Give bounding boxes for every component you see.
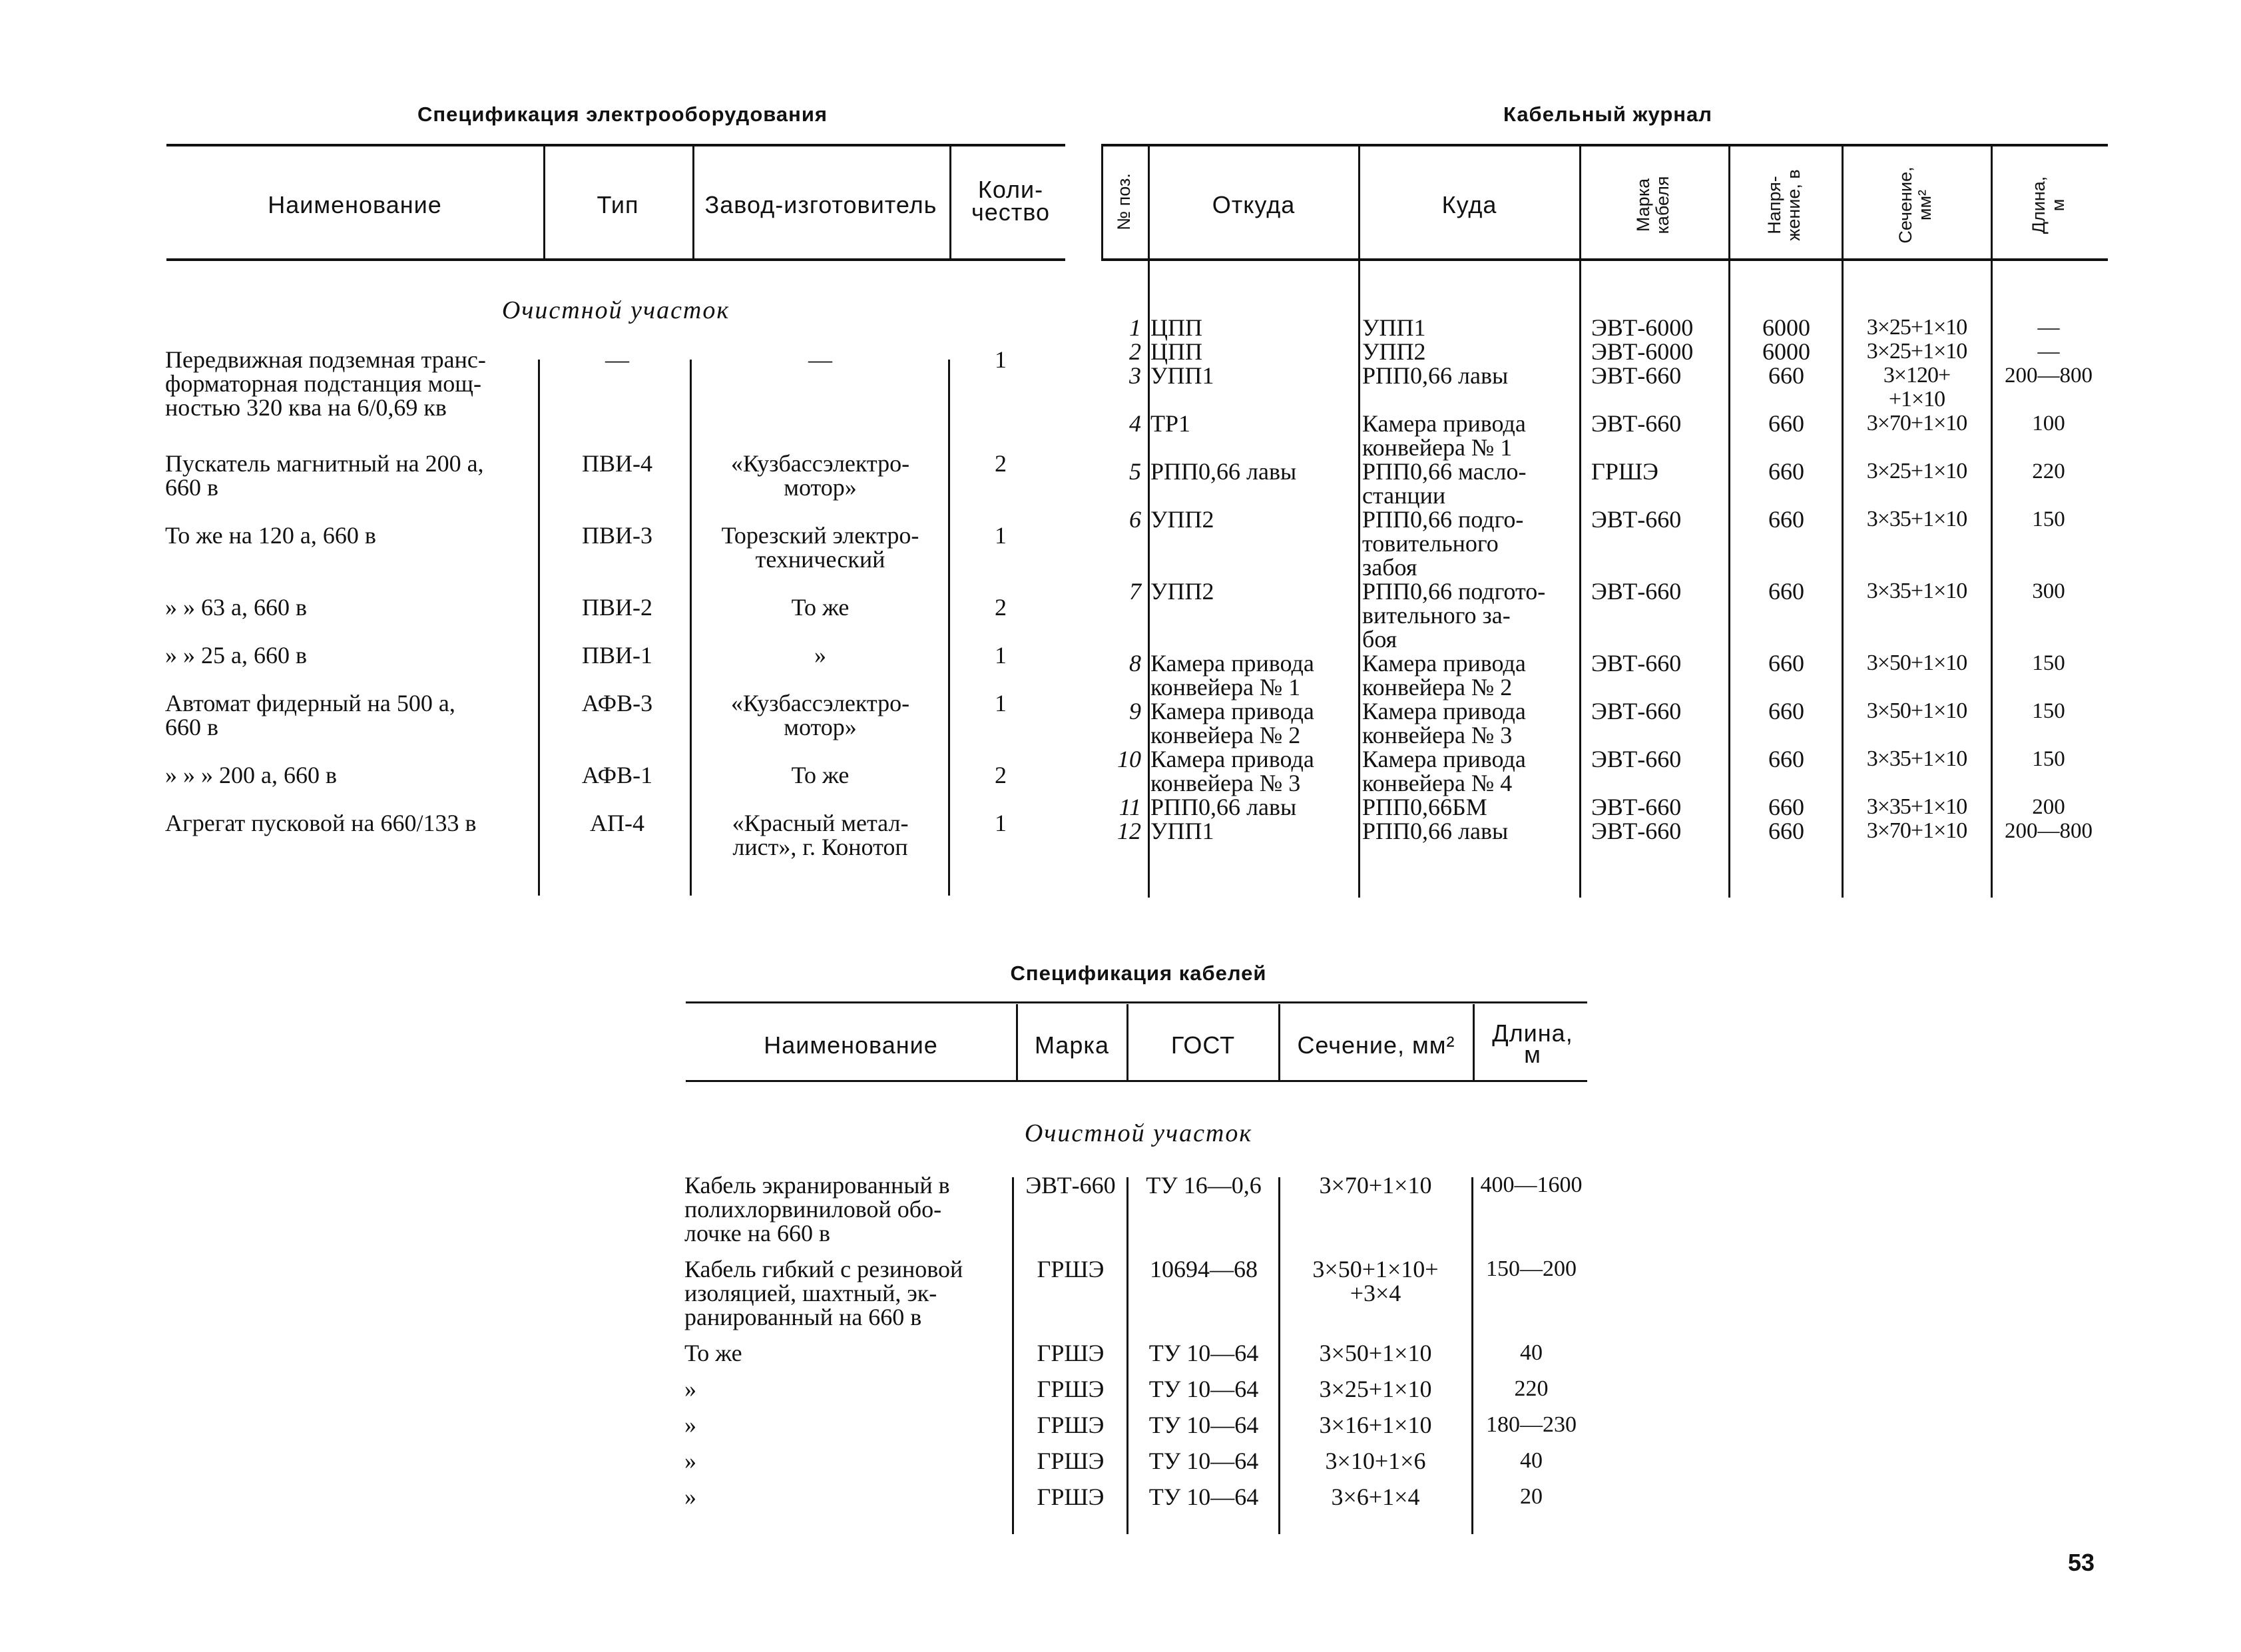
equipment-maker-cell: «Кузбассэлектро- мотор»	[730, 450, 910, 501]
cable-journal-header-brand: Марка кабеля	[1633, 176, 1672, 234]
equipment-spec-header-qty: Коли- чество	[971, 176, 1050, 226]
journal-to-cell: РПП0,66БМ	[1362, 794, 1487, 820]
journal-length-cell: 150	[2032, 507, 2065, 531]
cable-spec-header-gost: ГОСТ	[1170, 1031, 1236, 1059]
journal-to-cell: УПП2	[1362, 338, 1426, 365]
cable-spec-header-length: Длина, м	[1492, 1019, 1573, 1068]
cable-name-cell: Кабель экранированный в полихлорвиниловой обо- лочке на 660 в	[684, 1172, 950, 1246]
equipment-name-cell: » » 63 а, 660 в	[165, 594, 307, 621]
journal-to-cell: РПП0,66 подгото- вительного за- боя	[1362, 578, 1546, 653]
journal-brand-cell: ЭВТ-660	[1591, 746, 1682, 772]
equipment-name-cell: » » » 200 а, 660 в	[165, 762, 337, 788]
cable-section-cell: 3×16+1×10	[1319, 1412, 1432, 1438]
journal-to-cell: РПП0,66 масло- станции	[1362, 458, 1527, 509]
equipment-qty-cell: 2	[995, 450, 1007, 477]
equipment-spec-body-divider	[690, 360, 692, 896]
journal-section-cell: 3×35+1×10	[1866, 507, 1967, 531]
equipment-spec-section-caption: Очистной участок	[501, 296, 730, 324]
journal-from-cell: Камера привода конвейера № 1	[1150, 650, 1314, 700]
journal-brand-cell: ГРШЭ	[1591, 458, 1658, 485]
cable-spec-title: Спецификация кабелей	[1010, 962, 1267, 985]
journal-voltage-cell: 6000	[1762, 314, 1810, 341]
cable-journal-top-rule	[1101, 144, 2108, 146]
equipment-type-cell: АП-4	[590, 810, 644, 836]
journal-to-cell: РПП0,66 подго- товительного забоя	[1362, 506, 1524, 581]
journal-length-cell: 150	[2032, 747, 2065, 771]
cable-length-cell: 220	[1514, 1376, 1549, 1401]
cable-length-cell: 150—200	[1486, 1256, 1577, 1281]
journal-length-cell: 150	[2032, 651, 2065, 675]
journal-section-cell: 3×50+1×10	[1866, 698, 1967, 723]
cable-section-cell: 3×10+1×6	[1325, 1448, 1426, 1474]
cable-length-cell: 40	[1520, 1340, 1543, 1365]
journal-from-cell: РПП0,66 лавы	[1150, 458, 1297, 485]
journal-voltage-cell: 660	[1768, 818, 1804, 844]
journal-from-cell: УПП2	[1150, 578, 1214, 605]
equipment-qty-cell: 1	[995, 642, 1007, 669]
journal-brand-cell: ЭВТ-660	[1591, 362, 1682, 389]
journal-length-cell: 150	[2032, 699, 2065, 723]
journal-brand-cell: ЭВТ-660	[1591, 410, 1682, 437]
journal-voltage-cell: 660	[1768, 746, 1804, 772]
cable-journal-header-to: Куда	[1441, 191, 1497, 218]
journal-brand-cell: ЭВТ-6000	[1591, 314, 1694, 341]
journal-length-cell: 200—800	[2005, 819, 2093, 843]
journal-from-cell: УПП1	[1150, 818, 1214, 844]
equipment-type-cell: ПВИ-4	[582, 450, 652, 477]
cable-journal-header-section: Сечение, мм²	[1895, 166, 1935, 244]
journal-voltage-cell: 660	[1768, 650, 1804, 677]
journal-section-cell: 3×120+ +1×10	[1883, 363, 1951, 412]
journal-to-cell: Камера привода конвейера № 1	[1362, 410, 1526, 461]
cable-journal-header-pos: № поз.	[1114, 173, 1134, 230]
equipment-qty-cell: 1	[995, 346, 1007, 373]
journal-length-cell: —	[2037, 316, 2060, 340]
journal-length-cell: 300	[2032, 579, 2065, 603]
equipment-type-cell: —	[605, 346, 629, 373]
equipment-spec-header-divider	[949, 146, 951, 258]
cable-spec-header-name: Наименование	[764, 1031, 938, 1059]
equipment-name-cell: Агрегат пусковой на 660/133 в	[165, 810, 477, 836]
journal-pos-cell: 10	[1117, 746, 1141, 772]
journal-pos-cell: 9	[1129, 698, 1141, 724]
journal-to-cell: Камера привода конвейера № 4	[1362, 746, 1526, 796]
journal-pos-cell: 4	[1129, 410, 1141, 437]
journal-to-cell: РПП0,66 лавы	[1362, 362, 1509, 389]
cable-spec-section-caption: Очистной участок	[1024, 1119, 1253, 1147]
cable-gost-cell: 10694—68	[1150, 1256, 1258, 1282]
cable-brand-cell: ГРШЭ	[1037, 1340, 1105, 1366]
journal-brand-cell: ЭВТ-660	[1591, 650, 1682, 677]
cable-length-cell: 40	[1520, 1448, 1543, 1473]
equipment-spec-title: Спецификация электрооборудования	[417, 103, 828, 126]
journal-pos-cell: 8	[1129, 650, 1141, 677]
journal-section-cell: 3×25+1×10	[1866, 315, 1967, 340]
cable-section-cell: 3×50+1×10	[1319, 1340, 1432, 1366]
cable-spec-header-rule	[686, 1080, 1587, 1082]
equipment-type-cell: ПВИ-2	[582, 594, 652, 621]
cable-length-cell: 400—1600	[1480, 1173, 1583, 1197]
cable-gost-cell: ТУ 10—64	[1148, 1448, 1259, 1474]
cable-journal-header-rule	[1101, 258, 2108, 261]
journal-length-cell: 200—800	[2005, 364, 2093, 388]
equipment-spec-header-type: Тип	[597, 191, 639, 218]
cable-brand-cell: ГРШЭ	[1037, 1484, 1105, 1510]
journal-to-cell: Камера привода конвейера № 2	[1362, 650, 1526, 700]
journal-pos-cell: 7	[1129, 578, 1141, 605]
equipment-type-cell: АФВ-1	[581, 762, 653, 788]
equipment-name-cell: То же на 120 а, 660 в	[165, 522, 376, 549]
equipment-maker-cell: То же	[791, 594, 850, 621]
journal-voltage-cell: 660	[1768, 506, 1804, 533]
cable-journal-divider	[1148, 146, 1150, 898]
journal-voltage-cell: 660	[1768, 578, 1804, 605]
journal-to-cell: УПП1	[1362, 314, 1426, 341]
equipment-qty-cell: 1	[995, 690, 1007, 716]
equipment-qty-cell: 1	[995, 810, 1007, 836]
equipment-type-cell: ПВИ-1	[582, 642, 652, 669]
journal-pos-cell: 3	[1129, 362, 1141, 389]
equipment-qty-cell: 1	[995, 522, 1007, 549]
journal-length-cell: 220	[2032, 459, 2065, 483]
equipment-name-cell: » » 25 а, 660 в	[165, 642, 307, 669]
cable-journal-divider	[1358, 146, 1360, 898]
equipment-spec-header-maker: Завод-изготовитель	[704, 191, 937, 218]
journal-section-cell: 3×50+1×10	[1866, 651, 1967, 675]
cable-journal-header-from: Откуда	[1212, 191, 1296, 218]
journal-section-cell: 3×25+1×10	[1866, 459, 1967, 483]
journal-voltage-cell: 660	[1768, 410, 1804, 437]
journal-voltage-cell: 6000	[1762, 338, 1810, 365]
journal-from-cell: ЦПП	[1150, 338, 1202, 365]
equipment-maker-cell: Торезский электро- технический	[721, 522, 919, 573]
equipment-maker-cell: «Кузбассэлектро- мотор»	[730, 690, 910, 740]
journal-section-cell: 3×70+1×10	[1866, 411, 1967, 435]
cable-spec-top-rule	[686, 1001, 1587, 1003]
equipment-maker-cell: —	[808, 346, 832, 373]
journal-brand-cell: ЭВТ-660	[1591, 818, 1682, 844]
journal-section-cell: 3×25+1×10	[1866, 339, 1967, 364]
cable-spec-body-divider	[1126, 1177, 1128, 1534]
equipment-spec-body-divider	[538, 360, 540, 896]
equipment-name-cell: Автомат фидерный на 500 а, 660 в	[165, 690, 455, 740]
cable-name-cell: Кабель гибкий с резиновой изоляцией, шахтный, эк- ранированный на 660 в	[684, 1256, 963, 1330]
cable-name-cell: То же	[684, 1340, 742, 1366]
journal-brand-cell: ЭВТ-660	[1591, 794, 1682, 820]
cable-length-cell: 20	[1520, 1484, 1543, 1509]
journal-to-cell: Камера привода конвейера № 3	[1362, 698, 1526, 748]
journal-from-cell: Камера привода конвейера № 2	[1150, 698, 1314, 748]
cable-length-cell: 180—230	[1486, 1412, 1577, 1437]
cable-gost-cell: ТУ 16—0,6	[1146, 1172, 1262, 1199]
journal-brand-cell: ЭВТ-660	[1591, 506, 1682, 533]
equipment-spec-header-rule	[166, 258, 1065, 261]
journal-section-cell: 3×35+1×10	[1866, 794, 1967, 819]
cable-section-cell: 3×6+1×4	[1331, 1484, 1420, 1510]
equipment-qty-cell: 2	[995, 594, 1007, 621]
equipment-spec-body-divider	[948, 360, 950, 896]
journal-from-cell: УПП1	[1150, 362, 1214, 389]
equipment-maker-cell: »	[814, 642, 826, 669]
equipment-qty-cell: 2	[995, 762, 1007, 788]
journal-from-cell: УПП2	[1150, 506, 1214, 533]
cable-gost-cell: ТУ 10—64	[1148, 1484, 1259, 1510]
journal-pos-cell: 6	[1129, 506, 1141, 533]
journal-brand-cell: ЭВТ-660	[1591, 578, 1682, 605]
cable-spec-header-section: Сечение, мм²	[1297, 1031, 1455, 1059]
cable-journal-divider	[1101, 146, 1103, 260]
journal-voltage-cell: 660	[1768, 458, 1804, 485]
journal-brand-cell: ЭВТ-6000	[1591, 338, 1694, 365]
cable-journal-header-voltage: Напря- жение, в	[1764, 169, 1804, 241]
equipment-maker-cell: То же	[791, 762, 850, 788]
cable-gost-cell: ТУ 10—64	[1148, 1340, 1259, 1366]
equipment-type-cell: ПВИ-3	[582, 522, 652, 549]
journal-voltage-cell: 660	[1768, 698, 1804, 724]
cable-spec-header-brand: Марка	[1035, 1031, 1109, 1059]
equipment-spec-top-rule	[166, 144, 1065, 146]
cable-journal-divider	[1579, 146, 1581, 898]
journal-length-cell: —	[2037, 340, 2060, 364]
cable-brand-cell: ГРШЭ	[1037, 1376, 1105, 1402]
journal-pos-cell: 12	[1117, 818, 1141, 844]
journal-to-cell: РПП0,66 лавы	[1362, 818, 1509, 844]
journal-pos-cell: 5	[1129, 458, 1141, 485]
equipment-name-cell: Пускатель магнитный на 200 а, 660 в	[165, 450, 484, 501]
cable-gost-cell: ТУ 10—64	[1148, 1376, 1259, 1402]
page-number: 53	[2068, 1549, 2095, 1576]
journal-pos-cell: 1	[1129, 314, 1141, 341]
cable-brand-cell: ЭВТ-660	[1025, 1172, 1116, 1199]
journal-section-cell: 3×35+1×10	[1866, 579, 1967, 603]
journal-length-cell: 200	[2032, 795, 2065, 819]
cable-gost-cell: ТУ 10—64	[1148, 1412, 1259, 1438]
cable-section-cell: 3×25+1×10	[1319, 1376, 1432, 1402]
equipment-name-cell: Передвижная подземная транс- форматорная подстанция мощ- ностью 320 ква на 6/0,69 кв	[165, 346, 486, 421]
cable-journal-header-length: Длина, м	[2029, 176, 2068, 234]
cable-name-cell: »	[684, 1484, 696, 1510]
journal-length-cell: 100	[2032, 412, 2065, 435]
journal-brand-cell: ЭВТ-660	[1591, 698, 1682, 724]
journal-voltage-cell: 660	[1768, 362, 1804, 389]
cable-spec-body-divider	[1012, 1177, 1014, 1534]
journal-from-cell: ЦПП	[1150, 314, 1202, 341]
journal-pos-cell: 11	[1119, 794, 1141, 820]
equipment-maker-cell: «Красный метал- лист», г. Конотоп	[732, 810, 909, 860]
cable-name-cell: »	[684, 1448, 696, 1474]
equipment-spec-header-name: Наименование	[268, 191, 442, 218]
cable-name-cell: »	[684, 1376, 696, 1402]
cable-journal-title: Кабельный журнал	[1503, 103, 1712, 126]
cable-name-cell: »	[684, 1412, 696, 1438]
journal-section-cell: 3×70+1×10	[1866, 818, 1967, 843]
cable-brand-cell: ГРШЭ	[1037, 1256, 1105, 1282]
journal-from-cell: ТР1	[1150, 410, 1191, 437]
cable-brand-cell: ГРШЭ	[1037, 1448, 1105, 1474]
equipment-type-cell: АФВ-3	[581, 690, 653, 716]
cable-brand-cell: ГРШЭ	[1037, 1412, 1105, 1438]
cable-section-cell: 3×70+1×10	[1319, 1172, 1432, 1199]
journal-from-cell: Камера привода конвейера № 3	[1150, 746, 1314, 796]
journal-section-cell: 3×35+1×10	[1866, 746, 1967, 771]
cable-section-cell: 3×50+1×10+ +3×4	[1312, 1256, 1439, 1306]
journal-from-cell: РПП0,66 лавы	[1150, 794, 1297, 820]
journal-voltage-cell: 660	[1768, 794, 1804, 820]
cable-journal-divider	[1728, 146, 1730, 898]
journal-pos-cell: 2	[1129, 338, 1141, 365]
